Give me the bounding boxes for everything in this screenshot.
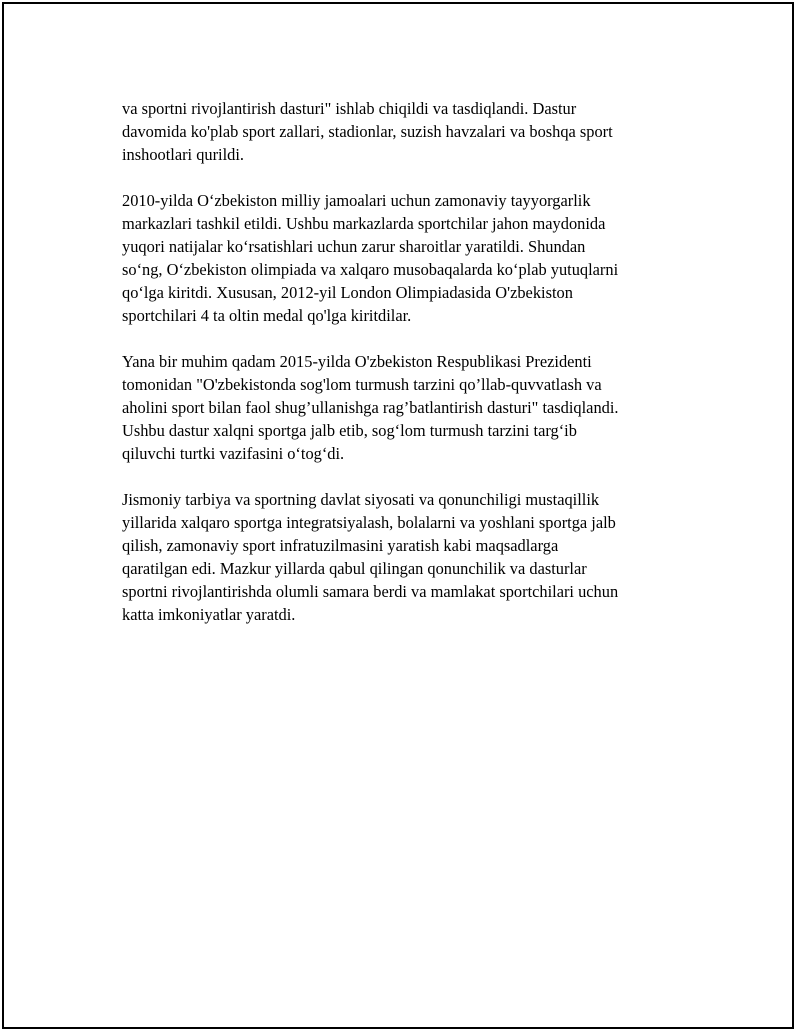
document-body (122, 97, 694, 649)
paragraph-4: Jismoniy tarbiya va sportning davlat siyosati va qonunchiligi mustaqillik yillarida xalqaro sportga integratsiyalash, bolalarni va yoshlani sportga jalb qilish, zamonaviy sport infratuzilmasini yaratish kabi maqsadlarga qaratilgan edi. Mazkur yillarda qabul qilingan qonunchilik va dasturlar sportni rivojlantirishda olumli samara berdi va mamlakat sportchilari uchun katta imkoniyatlar yaratdi. (122, 490, 619, 624)
paragraph-1: va sportni rivojlantirish dasturi" ishlab chiqildi va tasdiqlandi. Dastur davomida ko'plab sport zallari, stadionlar, suzish havzalari va boshqa sport inshootlari qurildi. (122, 99, 613, 164)
paragraph-3: Yana bir muhim qadam 2015-yilda O'zbekiston Respublikasi Prezidenti tomonidan "O'zbekistonda sog'lom turmush tarzini qo’llab-quvvatlash va aholini sport bilan faol shug’ullanishga rag’batlantirish dasturi" tasdiqlandi. Ushbu dastur xalqni sportga jalb etib, sog‘lom turmush tarzini targ‘ib qiluvchi turtki vazifasini o‘tog‘di. (122, 352, 619, 463)
paragraph-2: 2010-yilda O‘zbekiston milliy jamoalari uchun zamonaviy tayyorgarlik markazlari tashkil etildi. Ushbu markazlarda sportchilar jahon maydonida yuqori natijalar ko‘rsatishlari uchun zarur sharoitlar yaratildi. Shundan so‘ng, O‘zbekiston olimpiada va xalqaro musobaqalarda ko‘plab yutuqlarni qo‘lga kiritdi. Xususan, 2012-yil London Olimpiadasida O'zbekiston sportchilari 4 ta oltin medal qo'lga kiritdilar. (122, 191, 619, 325)
page-frame (2, 2, 794, 1029)
